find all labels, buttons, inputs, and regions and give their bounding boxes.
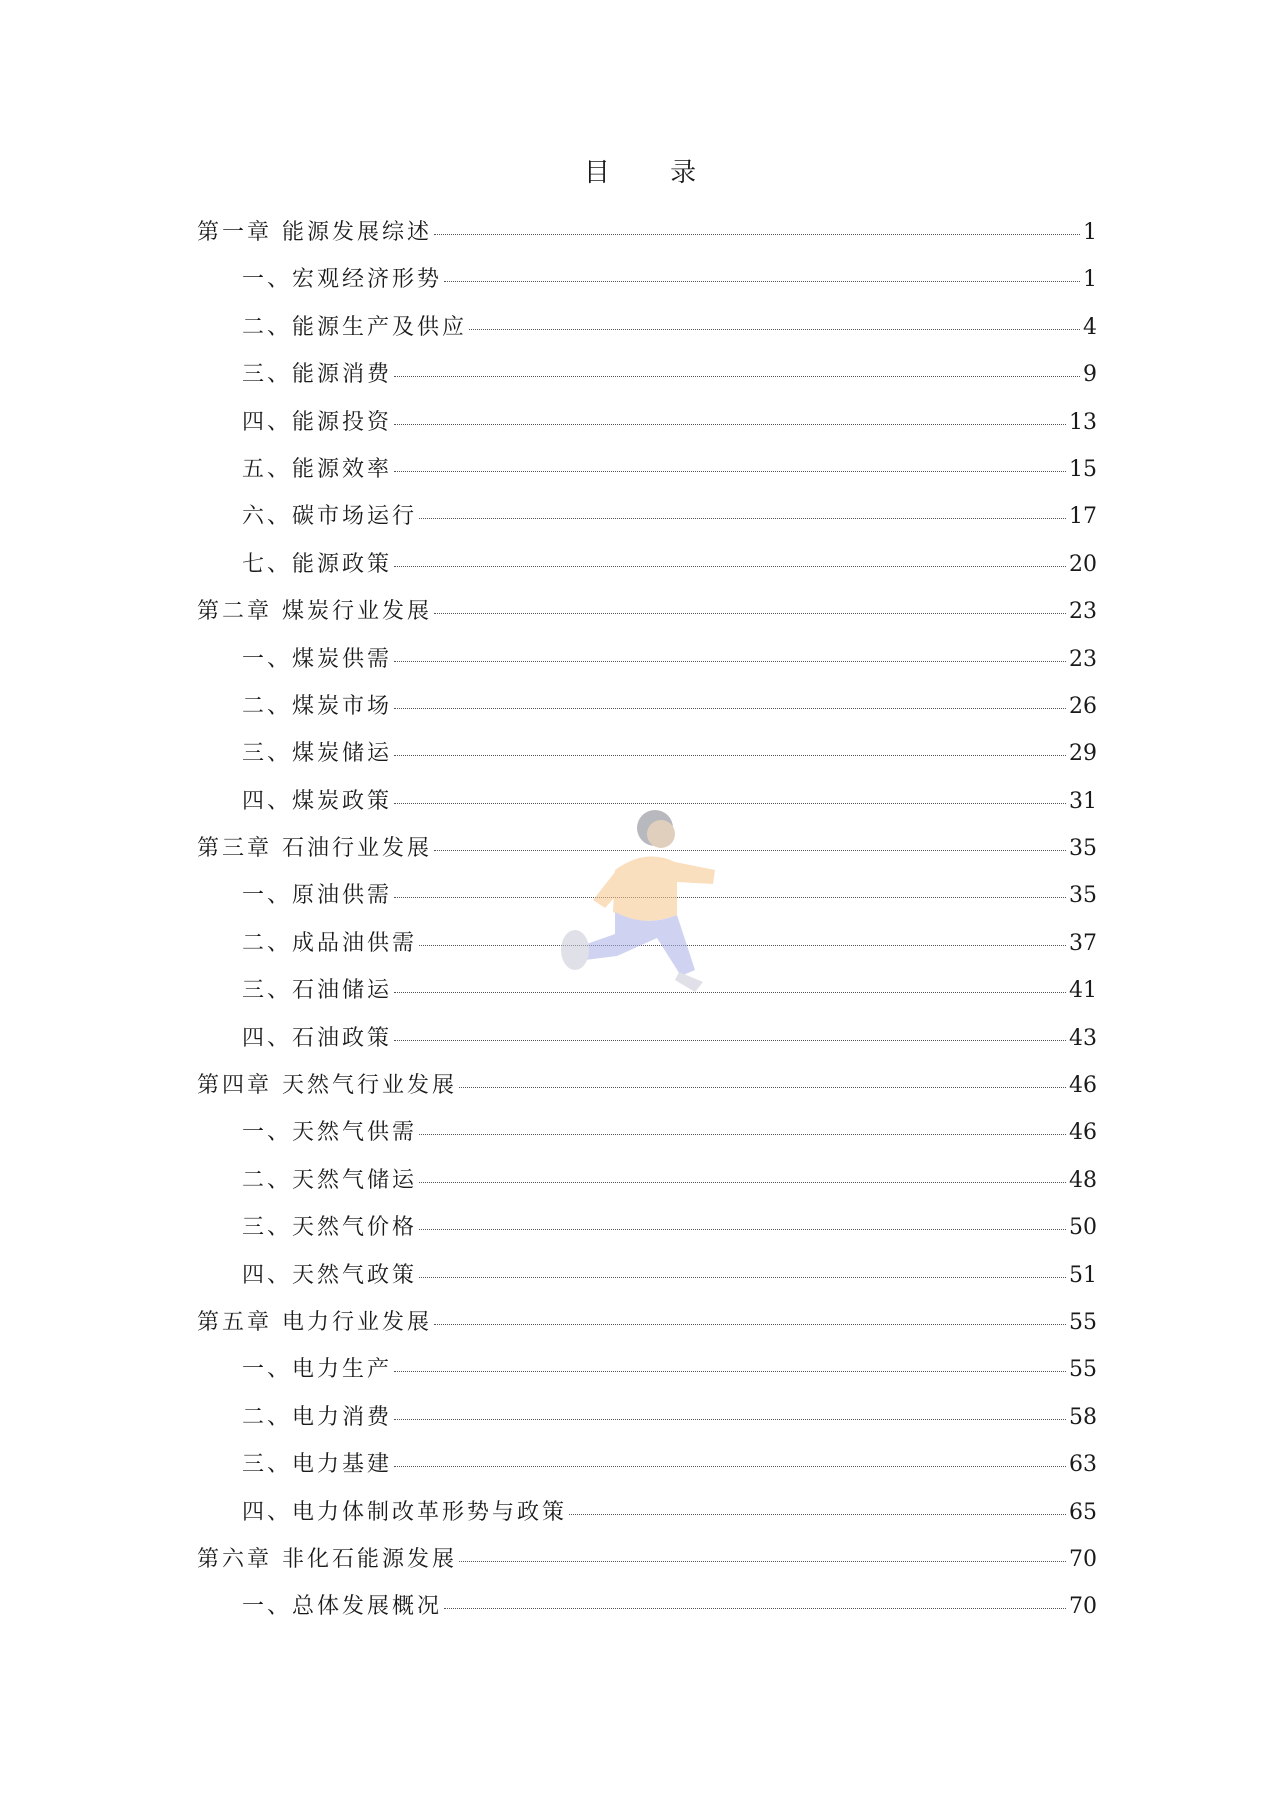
- toc-section-entry[interactable]: [197, 1115, 1097, 1162]
- dot-leader: [394, 1466, 1066, 1467]
- toc-entry-title: 二、天然气储运: [242, 1167, 418, 1193]
- toc-entry-title: 第六章 非化石能源发展: [197, 1546, 457, 1572]
- toc-entry-title: 二、煤炭市场: [242, 693, 393, 719]
- toc-section-entry[interactable]: [197, 1021, 1097, 1068]
- toc-entry-title: 一、煤炭供需: [242, 646, 393, 672]
- toc-entry-page-number: 23: [1069, 646, 1097, 672]
- dot-leader: [394, 1040, 1066, 1041]
- toc-entry-page-number: 37: [1069, 930, 1097, 956]
- dot-leader: [394, 376, 1080, 377]
- dot-leader: [394, 1419, 1066, 1420]
- dot-leader: [434, 850, 1066, 851]
- dot-leader: [394, 661, 1066, 662]
- dot-leader: [434, 234, 1080, 235]
- toc-entry-title: 四、石油政策: [242, 1025, 393, 1051]
- dot-leader: [394, 471, 1066, 472]
- toc-entry-page-number: 70: [1069, 1594, 1097, 1620]
- dot-leader: [459, 1087, 1066, 1088]
- dot-leader: [394, 1371, 1066, 1372]
- toc-entry-page-number: 4: [1083, 314, 1097, 340]
- dot-leader: [419, 1277, 1066, 1278]
- dot-leader: [394, 424, 1066, 425]
- toc-entry-page-number: 13: [1069, 409, 1097, 435]
- toc-chapter-entry[interactable]: [197, 215, 1097, 262]
- toc-section-entry[interactable]: [197, 499, 1097, 546]
- toc-entry-title: 三、天然气价格: [242, 1215, 418, 1241]
- toc-entry-page-number: 1: [1083, 267, 1097, 293]
- toc-entry-title: 一、电力生产: [242, 1357, 393, 1383]
- toc-entry-title: 五、能源效率: [242, 456, 393, 482]
- dot-leader: [469, 329, 1080, 330]
- toc-entry-page-number: 26: [1069, 693, 1097, 719]
- toc-entry-page-number: 46: [1069, 1120, 1097, 1146]
- toc-section-entry[interactable]: [197, 1447, 1097, 1494]
- toc-entry-title: 第三章 石油行业发展: [197, 836, 432, 862]
- toc-entry-title: 二、成品油供需: [242, 930, 418, 956]
- toc-entry-title: 三、电力基建: [242, 1452, 393, 1478]
- dot-leader: [419, 518, 1066, 519]
- dot-leader: [444, 281, 1080, 282]
- toc-entry-title: 一、天然气供需: [242, 1120, 418, 1146]
- dot-leader: [419, 945, 1066, 946]
- dot-leader: [394, 992, 1066, 993]
- toc-entry-page-number: 9: [1083, 362, 1097, 388]
- toc-entry-page-number: 55: [1069, 1357, 1097, 1383]
- toc-entry-page-number: 17: [1069, 504, 1097, 530]
- toc-entry-title: 七、能源政策: [242, 551, 393, 577]
- toc-entry-title: 一、宏观经济形势: [242, 267, 443, 293]
- toc-entry-page-number: 46: [1069, 1073, 1097, 1099]
- toc-entry-page-number: 70: [1069, 1546, 1097, 1572]
- toc-section-entry[interactable]: [197, 1400, 1097, 1447]
- dot-leader: [394, 708, 1066, 709]
- toc-section-entry[interactable]: [197, 310, 1097, 357]
- toc-entry-page-number: 41: [1069, 978, 1097, 1004]
- dot-leader: [459, 1561, 1066, 1562]
- toc-entry-title: 第五章 电力行业发展: [197, 1309, 432, 1335]
- toc-chapter-entry[interactable]: [197, 1068, 1097, 1115]
- dot-leader: [419, 1182, 1066, 1183]
- dot-leader: [419, 1134, 1066, 1135]
- toc-chapter-entry[interactable]: [197, 594, 1097, 641]
- toc-section-entry[interactable]: [197, 357, 1097, 404]
- toc-entry-page-number: 20: [1069, 551, 1097, 577]
- toc-entry-title: 第四章 天然气行业发展: [197, 1073, 457, 1099]
- toc-entry-page-number: 15: [1069, 456, 1097, 482]
- toc-entry-page-number: 1: [1083, 220, 1097, 245]
- toc-entry-title: 四、电力体制改革形势与政策: [242, 1499, 568, 1525]
- dot-leader: [569, 1514, 1066, 1515]
- toc-section-entry[interactable]: [197, 1495, 1097, 1542]
- toc-entry-page-number: 35: [1069, 883, 1097, 909]
- dot-leader: [444, 1608, 1066, 1609]
- toc-entry-title: 三、煤炭储运: [242, 741, 393, 767]
- dot-leader: [394, 566, 1066, 567]
- dot-leader: [394, 897, 1066, 898]
- dot-leader: [394, 755, 1066, 756]
- toc-entry-title: 一、总体发展概况: [242, 1594, 443, 1620]
- toc-section-entry[interactable]: [197, 689, 1097, 736]
- toc-entry-page-number: 31: [1069, 788, 1097, 814]
- toc-entry-title: 第一章 能源发展综述: [197, 220, 432, 245]
- toc-entry-page-number: 35: [1069, 836, 1097, 862]
- toc-entry-page-number: 29: [1069, 741, 1097, 767]
- page-title: 目 录: [583, 158, 723, 188]
- toc-section-entry[interactable]: [197, 547, 1097, 594]
- toc-section-entry[interactable]: [197, 1210, 1097, 1257]
- toc-entry-title: 六、碳市场运行: [242, 504, 418, 530]
- toc-section-entry[interactable]: [197, 452, 1097, 499]
- toc-entry-page-number: 50: [1069, 1215, 1097, 1241]
- toc-section-entry[interactable]: [197, 1352, 1097, 1399]
- toc-section-entry[interactable]: [197, 1163, 1097, 1210]
- toc-entry-page-number: 58: [1069, 1404, 1097, 1430]
- toc-entry-page-number: 23: [1069, 599, 1097, 625]
- toc-entry-title: 二、能源生产及供应: [242, 314, 468, 340]
- toc-entry-title: 四、能源投资: [242, 409, 393, 435]
- toc-section-entry[interactable]: [197, 405, 1097, 452]
- toc-entry-title: 一、原油供需: [242, 883, 393, 909]
- toc-entry-page-number: 48: [1069, 1167, 1097, 1193]
- toc-section-entry[interactable]: [197, 1258, 1097, 1305]
- toc-entry-title: 三、石油储运: [242, 978, 393, 1004]
- toc-entry-title: 四、煤炭政策: [242, 788, 393, 814]
- toc-entry-title: 四、天然气政策: [242, 1262, 418, 1288]
- toc-section-entry[interactable]: [197, 1589, 1097, 1636]
- toc-entry-page-number: 51: [1069, 1262, 1097, 1288]
- toc-entry-page-number: 55: [1069, 1309, 1097, 1335]
- running-person-icon: [545, 800, 725, 1020]
- toc-section-entry[interactable]: [197, 262, 1097, 309]
- toc-entry-page-number: 65: [1069, 1499, 1097, 1525]
- dot-leader: [434, 1324, 1066, 1325]
- dot-leader: [394, 803, 1066, 804]
- toc-entry-title: 二、电力消费: [242, 1404, 393, 1430]
- toc-entry-title: 第二章 煤炭行业发展: [197, 599, 432, 625]
- toc-chapter-entry[interactable]: [197, 1305, 1097, 1352]
- toc-section-entry[interactable]: [197, 642, 1097, 689]
- toc-entry-title: 三、能源消费: [242, 362, 393, 388]
- toc-section-entry[interactable]: [197, 736, 1097, 783]
- dot-leader: [419, 1229, 1066, 1230]
- toc-chapter-entry[interactable]: [197, 1542, 1097, 1589]
- toc-entry-page-number: 63: [1069, 1452, 1097, 1478]
- toc-entry-page-number: 43: [1069, 1025, 1097, 1051]
- dot-leader: [434, 613, 1066, 614]
